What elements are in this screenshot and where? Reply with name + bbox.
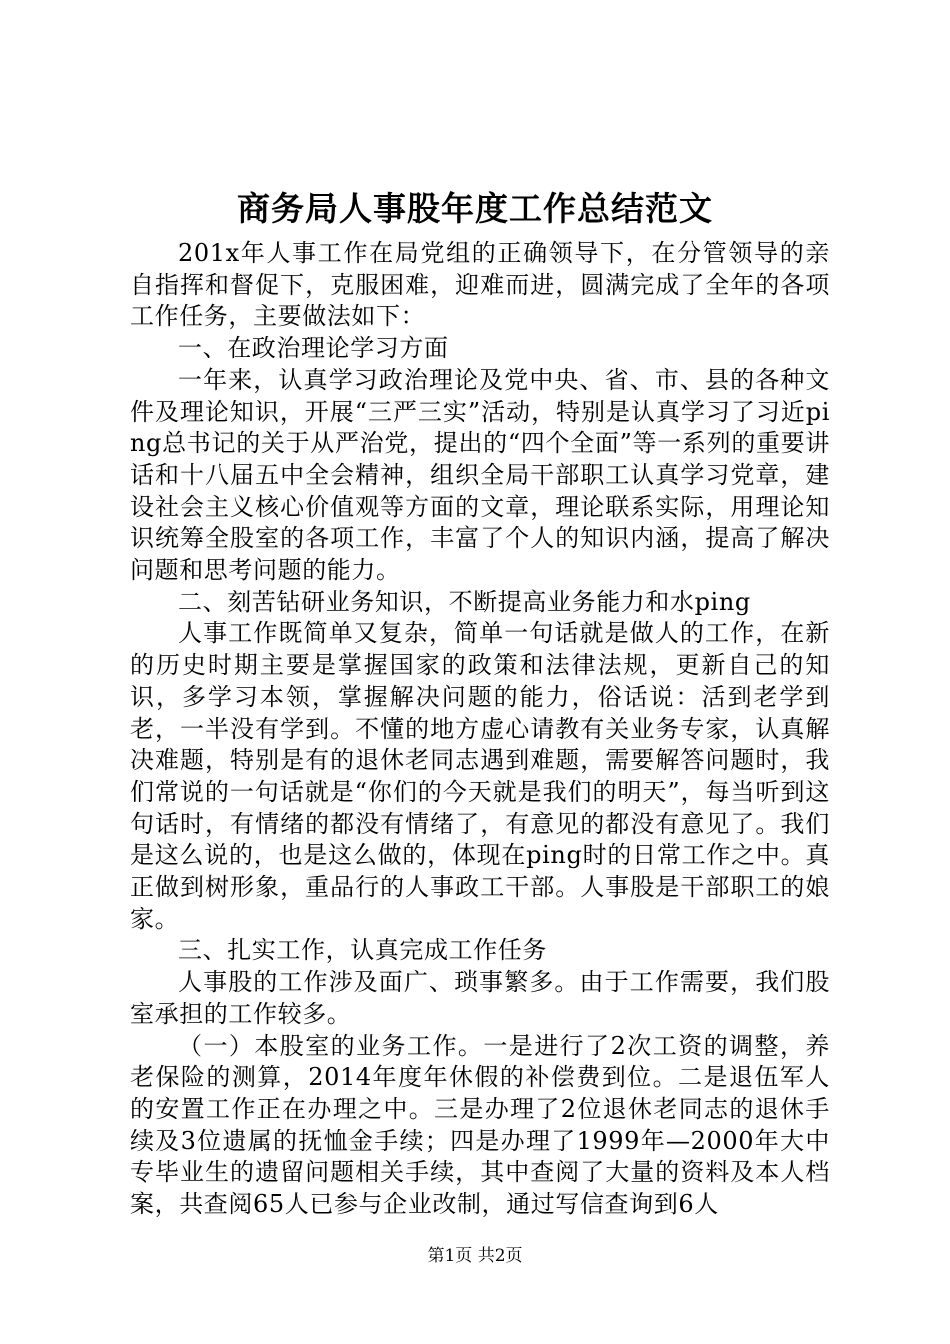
section-paragraph-2: 人事工作既简单又复杂，简单一句话就是做人的工作，在新的历史时期主要是掌握国家的政策和法律法规，更新自己的知识，多学习本领，掌握解决问题的能力，俗话说：活到老学到老，一半没有学到。不懂的地方虚心请教有关业务专家，认真解决难题，特别是有的退休老同志遇到难题，需要解答问题时，我们常说的一句话就是“你们的今天就是我们的明天”，每当听到这句话时，有情绪的都没有情绪了，有意见的都没有意见了。我们是这么说的，也是这么做的，体现在ping时的日常工作之中。真正做到树形象，重品行的人事政工干部。人事股是干部职工的娘家。: [130, 619, 830, 933]
section-paragraph-1: 一年来，认真学习政治理论及党中央、省、市、县的各种文件及理论知识，开展“三严三实”活动，特别是认真学习了习近ping总书记的关于从严治党，提出的“四个全面”等一系列的重要讲话和十八届五中全会精神，组织全局干部职工认真学习党章，建设社会主义核心价值观等方面的文章，理论联系实际，用理论知识统筹全股室的各项工作，丰富了个人的知识内涵，提高了解决问题和思考问题的能力。: [130, 365, 830, 585]
section-heading-3: 三、扎实工作，认真完成工作任务: [178, 936, 547, 965]
section-heading-2: 二、刻苦钻研业务知识，不断提高业务能力和水ping: [178, 587, 751, 616]
page-number-footer: 第1页 共2页: [427, 1246, 523, 1266]
section-heading-1: 一、在政治理论学习方面: [178, 334, 449, 363]
subsection-paragraph-1: （一）本股室的业务工作。一是进行了2次工资的调整，养老保险的测算，2014年度年休假的补偿费到位。二是退伍军人的安置工作正在办理之中。三是办理了2位退休老同志的退休手续及3位遗属的抚恤金手续；四是办理了1999年—2000年大中专毕业生的遗留问题相关手续，其中查阅了大量的资料及本人档案，共查阅65人已参与企业改制，通过写信查询到6人: [130, 1031, 830, 1219]
document-title: 商务局人事股年度工作总结范文: [237, 189, 713, 228]
document-body: [130, 238, 830, 1221]
intro-paragraph: 201x年人事工作在局党组的正确领导下，在分管领导的亲自指挥和督促下，克服困难，迎难而进，圆满完成了全年的各项工作任务，主要做法如下：: [130, 239, 830, 331]
section-paragraph-3: 人事股的工作涉及面广、琐事繁多。由于工作需要，我们股室承担的工作较多。: [130, 968, 830, 1028]
